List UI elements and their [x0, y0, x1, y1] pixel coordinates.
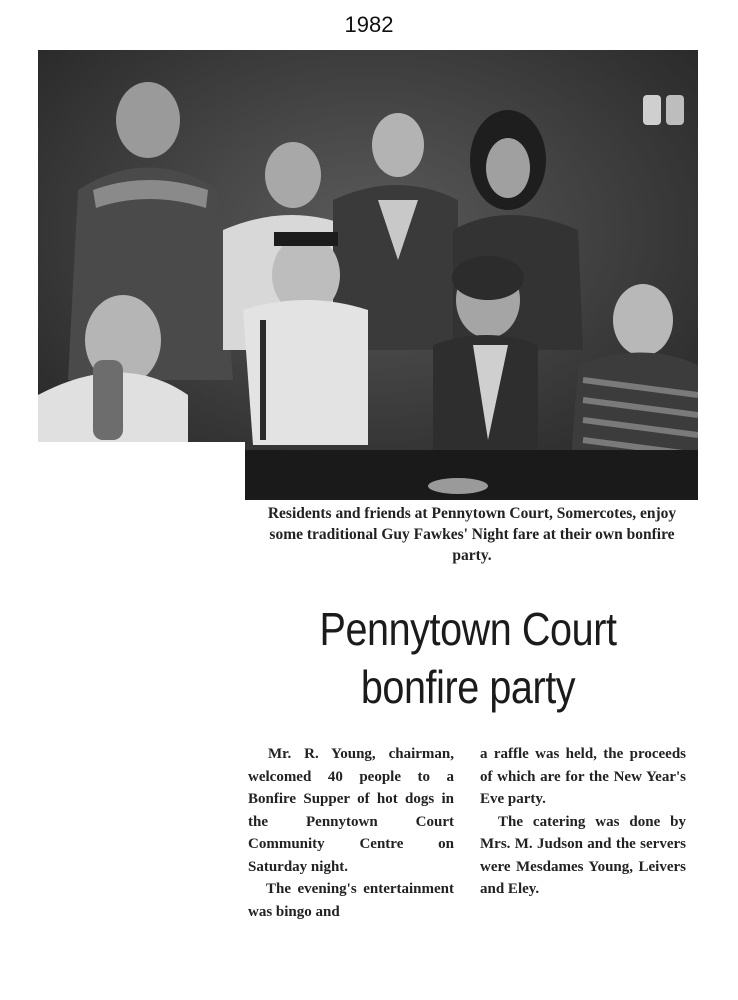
article-column-2	[480, 743, 686, 901]
headline-line-2: bonfire party	[360, 661, 576, 713]
article-paragraph: The catering was done by Mrs. M. Judson and the servers were Mesdames Young, Leivers and Eley.	[480, 813, 686, 897]
group-photo-image	[38, 50, 698, 500]
article-paragraph: a raffle was held, the proceeds of which are for the New Year's Eve party.	[480, 746, 686, 807]
article-paragraph: The evening's entertainment was bingo and	[248, 881, 454, 920]
article-headline	[287, 600, 648, 716]
photo-caption: Residents and friends at Pennytown Court, Somercotes, enjoy some traditional Guy Fawkes' Night fare at their own bonfire party.	[267, 505, 677, 564]
article-paragraph: Mr. R. Young, chairman, welcomed 40 people to a Bonfire Supper of hot dogs in the Pennytown Court Community Centre on Saturday night.	[248, 746, 454, 875]
article-column-1	[248, 743, 454, 923]
headline-line-1: Pennytown Court	[319, 603, 617, 655]
year-label: 1982	[344, 12, 394, 37]
